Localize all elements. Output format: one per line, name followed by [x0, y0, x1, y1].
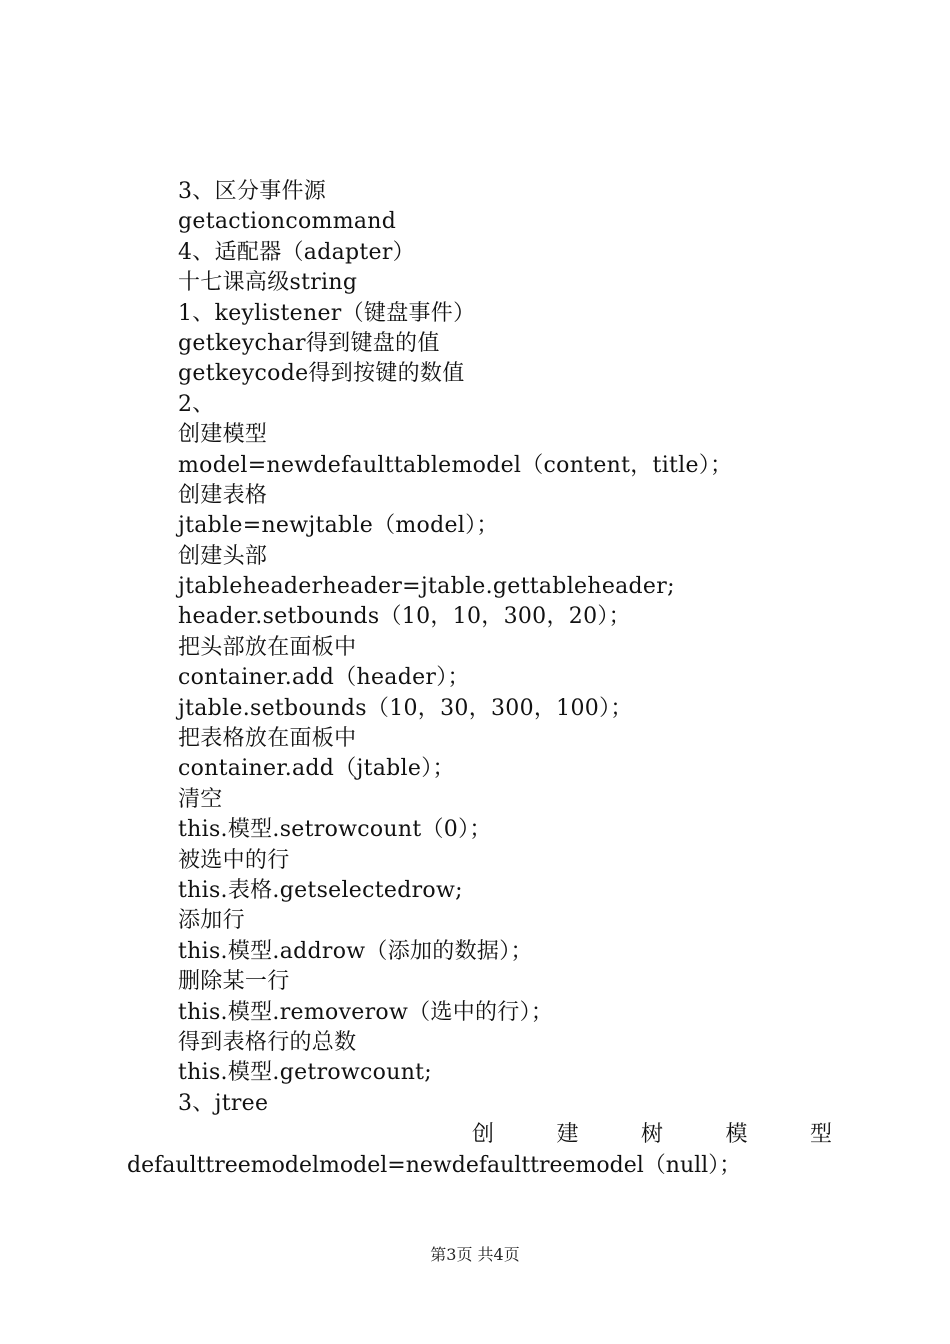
text-line: container.add（jtable）； [178, 756, 455, 782]
justified-char: 模 [725, 1122, 748, 1147]
text-line: this.表格.getselectedrow; [178, 877, 463, 903]
justified-char: 建 [556, 1122, 579, 1147]
text-line: getactioncommand [178, 209, 397, 235]
code-line-defaulttreemodel: defaulttreemodelmodel=newdefaulttreemodel（null）； [127, 1153, 742, 1178]
text-line: 4、适配器（adapter） [178, 239, 415, 265]
text-line: 把头部放在面板中 [178, 634, 357, 660]
page-footer: 第3页 共4页 [430, 1245, 520, 1264]
text-line: this.模型.getrowcount; [178, 1060, 433, 1086]
text-line: 1、keylistener（键盘事件） [178, 300, 476, 326]
justified-heading [472, 1120, 832, 1150]
text-line: 被选中的行 [178, 847, 290, 873]
text-line: 把表格放在面板中 [178, 726, 357, 752]
text-line: 3、jtree [178, 1090, 269, 1116]
text-line: 删除某一行 [178, 969, 290, 995]
text-line: this.模型.removerow（选中的行）； [178, 999, 554, 1025]
text-line: 创建表格 [178, 482, 268, 508]
text-line: container.add（header）； [178, 665, 470, 691]
text-line: 得到表格行的总数 [178, 1029, 357, 1055]
text-line: 创建头部 [178, 543, 268, 569]
text-line: model=newdefaulttablemodel（content，title）； [178, 452, 733, 478]
text-line: 清空 [178, 786, 223, 812]
text-line: getkeycode得到按键的数值 [178, 361, 465, 387]
text-line: 添加行 [178, 908, 245, 934]
text-line: getkeychar得到键盘的值 [178, 330, 440, 356]
text-line: this.模型.addrow（添加的数据）； [178, 938, 533, 964]
text-line: jtable=newjtable（model）； [178, 513, 499, 539]
text-line: header.setbounds（10，10，300，20）； [178, 604, 631, 630]
text-line: jtable.setbounds（10，30，300，100）； [178, 695, 633, 721]
justified-char: 树 [640, 1122, 663, 1147]
justified-char: 型 [809, 1122, 832, 1147]
text-line: this.模型.setrowcount（0）； [178, 817, 492, 843]
text-line: 2、 [178, 391, 215, 417]
text-line: jtableheaderheader=jtable.gettableheader; [178, 574, 675, 600]
body-text [178, 177, 858, 1119]
text-line: 3、区分事件源 [178, 179, 327, 204]
text-line: 十七课高级string [178, 270, 358, 296]
justified-char: 创 [472, 1122, 495, 1147]
text-line: 创建模型 [178, 422, 268, 448]
